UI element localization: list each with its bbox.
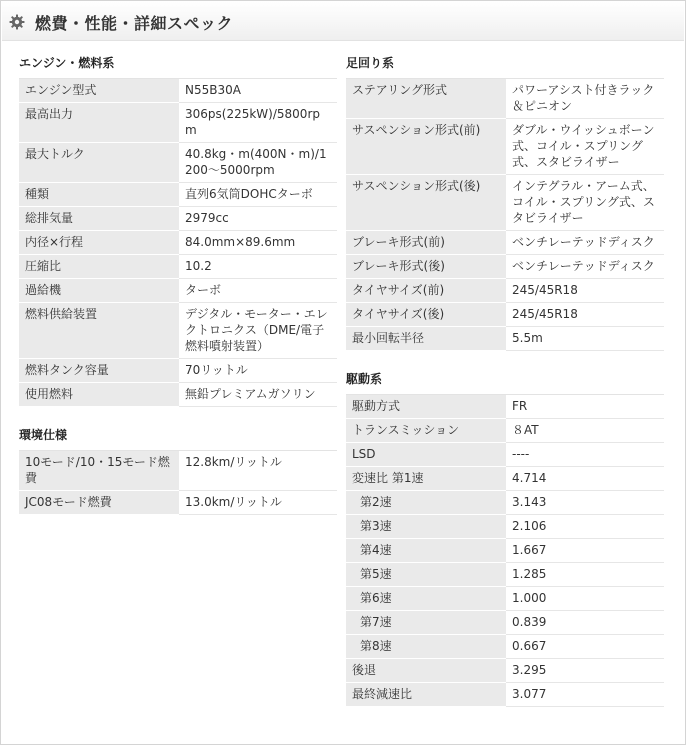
spec-value: 40.8kg・m(400N・m)/1200～5000rpm <box>179 143 337 183</box>
spec-row <box>346 515 664 539</box>
spec-row <box>346 467 664 491</box>
spec-value: 4.714 <box>506 467 664 491</box>
spec-label: タイヤサイズ(前) <box>346 279 506 303</box>
spec-value: 0.839 <box>506 611 664 635</box>
gear-icon <box>9 14 25 30</box>
spec-table <box>346 79 664 351</box>
spec-label: エンジン型式 <box>19 79 179 103</box>
spec-value: ---- <box>506 443 664 467</box>
spec-value: パワーアシスト付きラック＆ピニオン <box>506 79 664 119</box>
spec-row <box>346 175 664 231</box>
spec-label: 第6速 <box>346 587 506 611</box>
spec-label: 第3速 <box>346 515 506 539</box>
spec-value: 84.0mm×89.6mm <box>179 231 337 255</box>
spec-row <box>346 611 664 635</box>
spec-label: ステアリング形式 <box>346 79 506 119</box>
spec-row <box>346 491 664 515</box>
spec-row <box>346 119 664 175</box>
spec-row <box>346 231 664 255</box>
spec-label: JC08モード燃費 <box>19 491 179 515</box>
spec-value: 3.295 <box>506 659 664 683</box>
spec-label: タイヤサイズ(後) <box>346 303 506 327</box>
spec-label: 後退 <box>346 659 506 683</box>
spec-table <box>19 451 337 515</box>
spec-value: 13.0km/リットル <box>179 491 337 515</box>
spec-label: トランスミッション <box>346 419 506 443</box>
spec-row <box>19 183 337 207</box>
spec-label: 第2速 <box>346 491 506 515</box>
spec-row <box>346 395 664 419</box>
spec-label: 第7速 <box>346 611 506 635</box>
spec-label: 過給機 <box>19 279 179 303</box>
spec-label: 変速比 第1速 <box>346 467 506 491</box>
spec-value: FR <box>506 395 664 419</box>
spec-value: N55B30A <box>179 79 337 103</box>
section-title: 駆動系 <box>346 371 664 395</box>
spec-value: 12.8km/リットル <box>179 451 337 491</box>
spec-value: 1.000 <box>506 587 664 611</box>
spec-row <box>346 279 664 303</box>
spec-row <box>346 443 664 467</box>
title-bar <box>2 2 684 41</box>
spec-row <box>346 419 664 443</box>
spec-row <box>19 359 337 383</box>
spec-value: ダブル・ウイッシュボーン式、コイル・スプリング式、スタビライザー <box>506 119 664 175</box>
spec-row <box>19 279 337 303</box>
spec-row <box>19 255 337 279</box>
spec-label: 第5速 <box>346 563 506 587</box>
spec-value: 0.667 <box>506 635 664 659</box>
spec-label: ブレーキ形式(後) <box>346 255 506 279</box>
spec-label: 圧縮比 <box>19 255 179 279</box>
spec-value: 10.2 <box>179 255 337 279</box>
spec-label: 最高出力 <box>19 103 179 143</box>
spec-row <box>346 539 664 563</box>
spec-row <box>19 143 337 183</box>
spec-label: 総排気量 <box>19 207 179 231</box>
left-column <box>19 55 337 515</box>
spec-label: サスペンション形式(前) <box>346 119 506 175</box>
spec-label: 種類 <box>19 183 179 207</box>
spec-label: 10モード/10・15モード燃費 <box>19 451 179 491</box>
spec-value: ベンチレーテッドディスク <box>506 255 664 279</box>
spec-value: ベンチレーテッドディスク <box>506 231 664 255</box>
spec-value: 70リットル <box>179 359 337 383</box>
spec-row <box>346 563 664 587</box>
spec-row <box>346 683 664 707</box>
spec-label: 第8速 <box>346 635 506 659</box>
spec-value: 直列6気筒DOHCターボ <box>179 183 337 207</box>
spec-row <box>19 451 337 491</box>
spec-value: 245/45R18 <box>506 303 664 327</box>
spec-value: 5.5m <box>506 327 664 351</box>
section-gap <box>19 407 337 427</box>
spec-row <box>19 103 337 143</box>
spec-row <box>346 255 664 279</box>
spec-value: 2979cc <box>179 207 337 231</box>
spec-row <box>19 491 337 515</box>
spec-row <box>346 587 664 611</box>
spec-label: 最大トルク <box>19 143 179 183</box>
spec-value: 3.143 <box>506 491 664 515</box>
spec-label: 最終減速比 <box>346 683 506 707</box>
section-title: 足回り系 <box>346 55 664 79</box>
spec-label: 燃料供給装置 <box>19 303 179 359</box>
spec-row <box>19 79 337 103</box>
spec-row <box>346 303 664 327</box>
spec-label: 駆動方式 <box>346 395 506 419</box>
spec-label: 最小回転半径 <box>346 327 506 351</box>
spec-label: 燃料タンク容量 <box>19 359 179 383</box>
spec-row <box>346 79 664 119</box>
spec-value: 1.285 <box>506 563 664 587</box>
spec-label: LSD <box>346 443 506 467</box>
spec-row <box>19 231 337 255</box>
spec-row <box>19 383 337 407</box>
right-column <box>346 55 664 707</box>
spec-label: 使用燃料 <box>19 383 179 407</box>
spec-table <box>346 395 664 707</box>
spec-row <box>19 207 337 231</box>
spec-value: 306ps(225kW)/5800rpm <box>179 103 337 143</box>
spec-value: 無鉛プレミアムガソリン <box>179 383 337 407</box>
spec-label: 内径×行程 <box>19 231 179 255</box>
spec-value: ８AT <box>506 419 664 443</box>
spec-row <box>346 327 664 351</box>
spec-value: インテグラル・アーム式、コイル・スプリング式、スタビライザー <box>506 175 664 231</box>
spec-table <box>19 79 337 407</box>
spec-label: ブレーキ形式(前) <box>346 231 506 255</box>
spec-label: サスペンション形式(後) <box>346 175 506 231</box>
spec-value: ターボ <box>179 279 337 303</box>
spec-row <box>346 659 664 683</box>
spec-value: 3.077 <box>506 683 664 707</box>
spec-row <box>19 303 337 359</box>
page-title: 燃費・性能・詳細スペック <box>35 14 234 33</box>
section-gap <box>346 351 664 371</box>
spec-value: 2.106 <box>506 515 664 539</box>
spec-row <box>346 635 664 659</box>
spec-value: 245/45R18 <box>506 279 664 303</box>
section-title: 環境仕様 <box>19 427 337 451</box>
spec-label: 第4速 <box>346 539 506 563</box>
spec-value: 1.667 <box>506 539 664 563</box>
section-title: エンジン・燃料系 <box>19 55 337 79</box>
spec-value: デジタル・モーター・エレクトロニクス（DME/電子燃料噴射装置） <box>179 303 337 359</box>
